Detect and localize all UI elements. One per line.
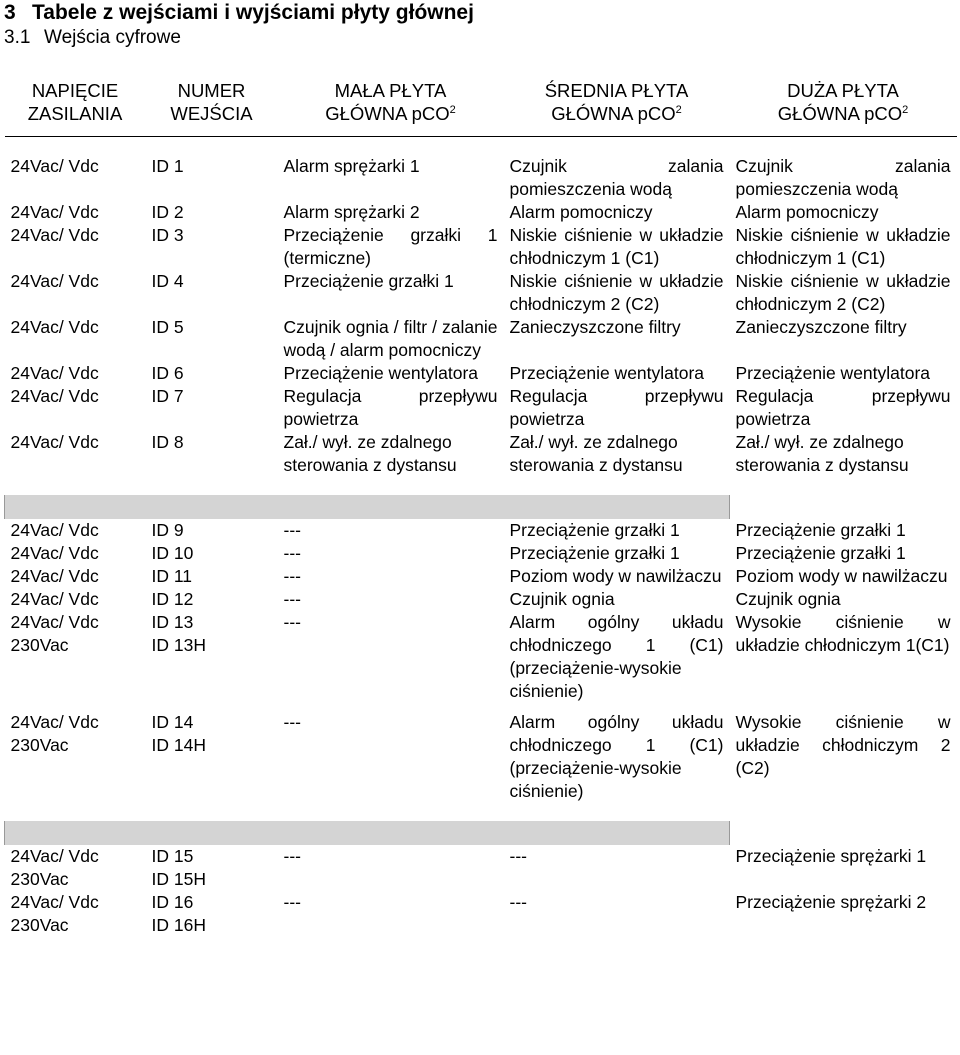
voltage-cell: 24Vac/ Vdc [10,363,99,383]
large-board-cell: Regulacja przepływu powietrza [735,386,951,429]
large-board-cell: Niskie ciśnienie w układzie chłodniczym 2 (C2) [735,271,951,314]
input-cell: ID 8 [151,432,184,452]
table-row [5,565,957,588]
medium-board-cell: Czujnik zalania pomieszczenia wodą [509,156,724,199]
medium-board-cell: --- [509,846,527,866]
voltage-cell: 24Vac/ Vdc [10,225,99,245]
section-title: Tabele z wejściami i wyjściami płyty głównej [32,1,474,24]
large-board-cell: Czujnik ognia [735,589,841,609]
voltage-cell: 24Vac/ Vdc [10,432,99,452]
digital-inputs-table [4,68,957,937]
small-board-cell: --- [283,589,301,609]
table-row [5,270,957,316]
input-cell: ID 9 [151,520,184,540]
large-board-cell: Poziom wody w nawilżaczu [735,566,948,586]
voltage-cell: 24Vac/ Vdc [10,566,99,586]
section-number: 3 [4,1,16,24]
subsection-number: 3.1 [4,27,31,48]
section-divider [5,821,957,845]
small-board-cell: --- [283,520,301,540]
table-row [5,155,957,201]
small-board-cell: Przeciążenie wentylatora [283,363,479,383]
small-board-cell: --- [283,566,301,586]
large-board-cell: Przeciążenie sprężarki 2 [735,892,927,912]
table-row [5,542,957,565]
large-board-cell: Alarm pomocniczy [735,202,879,222]
small-board-cell: --- [283,543,301,563]
table-row [5,703,957,803]
input-cell: ID 11 [151,566,193,586]
small-board-cell: Czujnik ognia / filtr / zalanie wodą / alarm pomocniczy [283,317,498,360]
table-row [5,845,957,891]
table-row [5,611,957,703]
medium-board-cell: Regulacja przepływu powietrza [509,386,724,429]
medium-board-cell: Niskie ciśnienie w układzie chłodniczym 1 (C1) [509,225,724,268]
large-board-cell: Przeciążenie sprężarki 1 [735,846,927,866]
medium-board-cell: Alarm pomocniczy [509,202,653,222]
table-row [5,316,957,362]
small-board-cell: --- [283,892,301,912]
header-voltage: NAPIĘCIE ZASILANIA [5,68,146,137]
input-cell: ID 14 ID 14H [151,712,206,755]
large-board-cell: Przeciążenie wentylatora [735,363,931,383]
large-board-cell: Czujnik zalania pomieszczenia wodą [735,156,951,199]
table-row [5,224,957,270]
input-cell: ID 2 [151,202,184,222]
voltage-cell: 24Vac/ Vdc 230Vac [10,892,99,935]
medium-board-cell: Zał./ wył. ze zdalnego sterowania z dystansu [509,432,683,475]
small-board-cell: Alarm sprężarki 1 [283,156,420,176]
header-large-board: DUŻA PŁYTA GŁÓWNA pCO$^2$ [730,68,957,137]
voltage-cell: 24Vac/ Vdc [10,520,99,540]
voltage-cell: 24Vac/ Vdc 230Vac [10,846,99,889]
medium-board-cell: Przeciążenie grzałki 1 [509,543,680,563]
input-cell: ID 1 [151,156,184,176]
large-board-cell: Przeciążenie grzałki 1 [735,520,906,540]
header-small-board: MAŁA PŁYTA GŁÓWNA pCO$^2$ [278,68,504,137]
small-board-cell: Przeciążenie grzałki 1 [283,271,454,291]
voltage-cell: 24Vac/ Vdc [10,543,99,563]
small-board-cell: Alarm sprężarki 2 [283,202,420,222]
table-row [5,362,957,385]
medium-board-cell: Przeciążenie wentylatora [509,363,705,383]
table-row [5,891,957,937]
input-cell: ID 16 ID 16H [151,892,206,935]
medium-board-cell: Alarm ogólny układu chłodniczego 1 (C1) (przeciążenie-wysokie ciśnienie) [509,612,724,701]
medium-board-cell: --- [509,892,527,912]
large-board-cell: Zał./ wył. ze zdalnego sterowania z dystansu [735,432,909,475]
voltage-cell: 24Vac/ Vdc [10,589,99,609]
large-board-cell: Przeciążenie grzałki 1 [735,543,906,563]
table-row [5,385,957,431]
small-board-cell: --- [283,712,301,732]
input-cell: ID 15 ID 15H [151,846,206,889]
small-board-cell: --- [283,612,301,632]
small-board-cell: --- [283,846,301,866]
small-board-cell: Zał./ wył. ze zdalnego sterowania z dystansu [283,432,457,475]
large-board-cell: Niskie ciśnienie w układzie chłodniczym 1 (C1) [735,225,951,268]
voltage-cell: 24Vac/ Vdc [10,317,99,337]
subsection-heading [4,26,181,50]
input-cell: ID 4 [151,271,184,291]
input-cell: ID 6 [151,363,184,383]
medium-board-cell: Poziom wody w nawilżaczu [509,566,722,586]
large-board-cell: Wysokie ciśnienie w układzie chłodniczym 2 (C2) [735,712,951,778]
large-board-cell: Zanieczyszczone filtry [735,317,907,337]
medium-board-cell: Zanieczyszczone filtry [509,317,681,337]
medium-board-cell: Przeciążenie grzałki 1 [509,520,680,540]
input-cell: ID 10 [151,543,194,563]
subsection-title: Wejścia cyfrowe [44,27,181,48]
header-input-number: NUMER WEJŚCIA [146,68,278,137]
voltage-cell: 24Vac/ Vdc [10,202,99,222]
table-row [5,431,957,477]
small-board-cell: Przeciążenie grzałki 1 (termiczne) [283,225,498,268]
voltage-cell: 24Vac/ Vdc [10,271,99,291]
medium-board-cell: Alarm ogólny układu chłodniczego 1 (C1) (przeciążenie-wysokie ciśnienie) [509,712,724,801]
header-medium-board: ŚREDNIA PŁYTA GŁÓWNA pCO$^2$ [504,68,730,137]
table-row [5,201,957,224]
table-row [5,588,957,611]
input-cell: ID 5 [151,317,184,337]
table-header-row [5,68,957,137]
section-divider [5,495,957,519]
voltage-cell: 24Vac/ Vdc [10,386,99,406]
voltage-cell: 24Vac/ Vdc 230Vac [10,612,99,655]
medium-board-cell: Czujnik ognia [509,589,615,609]
voltage-cell: 24Vac/ Vdc 230Vac [10,712,99,755]
small-board-cell: Regulacja przepływu powietrza [283,386,498,429]
medium-board-cell: Niskie ciśnienie w układzie chłodniczym 2 (C2) [509,271,724,314]
section-heading [4,0,474,26]
input-cell: ID 12 [151,589,194,609]
large-board-cell: Wysokie ciśnienie w układzie chłodniczym 1(C1) [735,612,951,655]
input-cell: ID 3 [151,225,184,245]
input-cell: ID 7 [151,386,184,406]
voltage-cell: 24Vac/ Vdc [10,156,99,176]
input-cell: ID 13 ID 13H [151,612,206,655]
table-row [5,519,957,542]
